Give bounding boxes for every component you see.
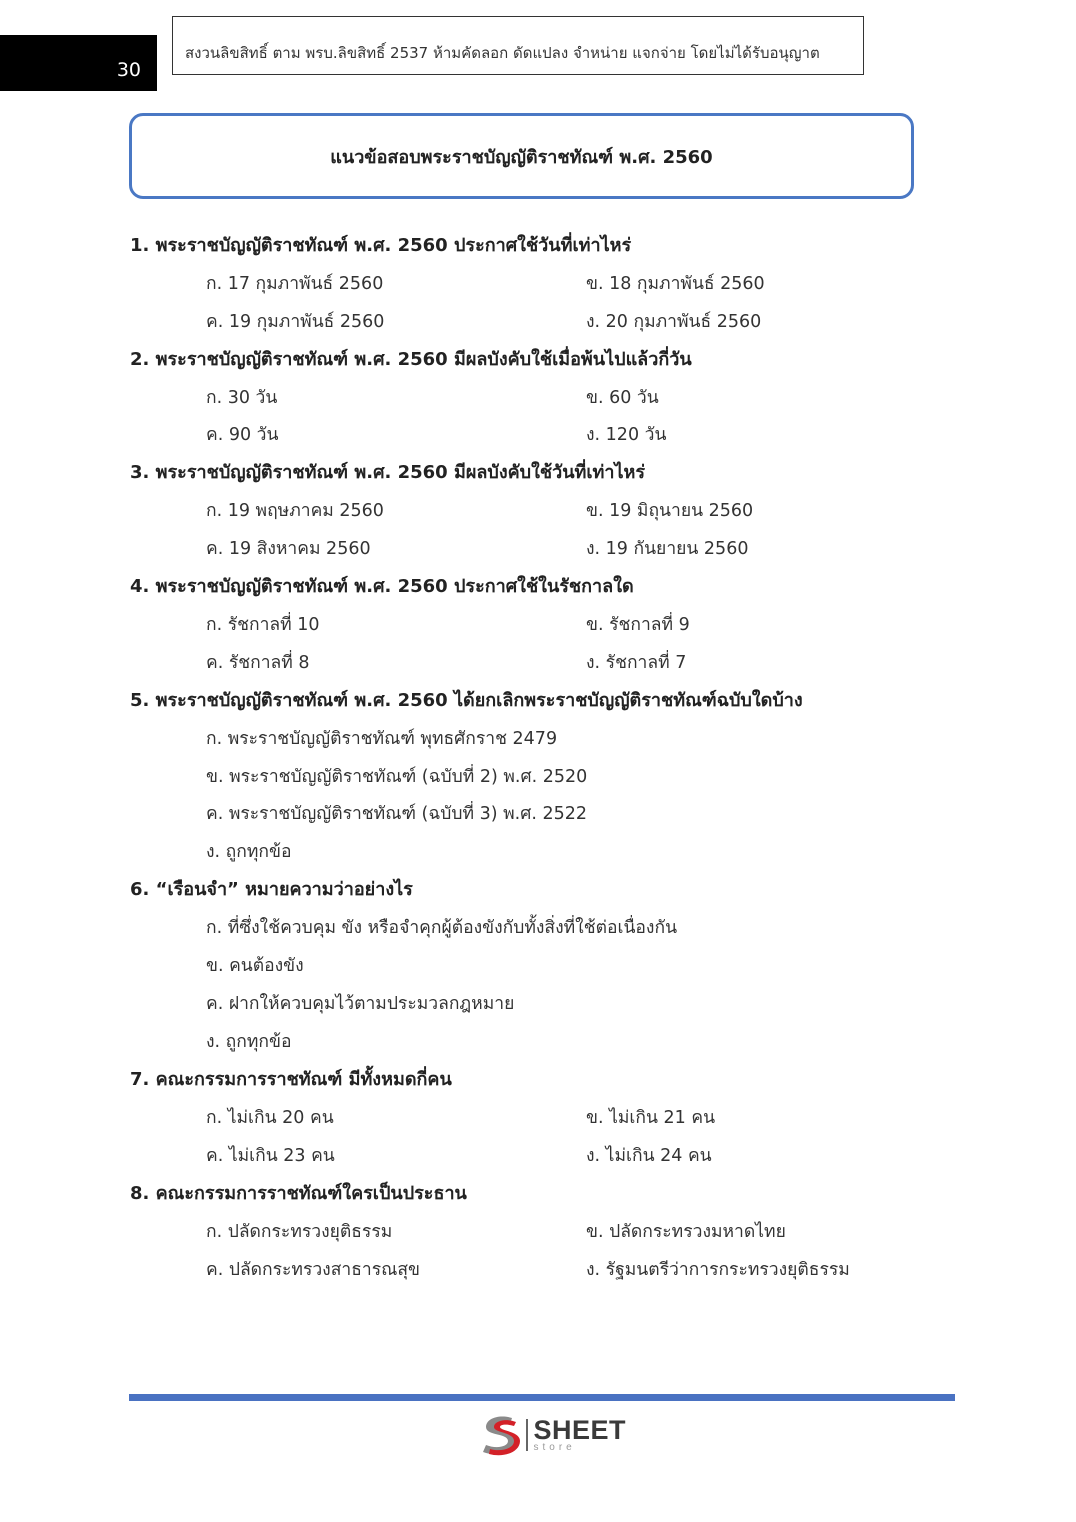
copyright-notice: สงวนลิขสิทธิ์ ตาม พรบ.ลิขสิทธิ์ 2537 ห้ามคัดลอก ดัดแปลง จำหน่าย แจกจ่าย โดยไม่ได้รับอนุญาต xyxy=(172,16,864,75)
question-6: 6. “เรือนจำ” หมายความว่าอย่างไร xyxy=(130,879,413,900)
q8-option-a: ก. ปลัดกระทรวงยุติธรรม xyxy=(206,1222,393,1242)
q8-option-d: ง. รัฐมนตรีว่าการกระทรวงยุติธรรม xyxy=(586,1260,850,1280)
q4-option-a: ก. รัชกาลที่ 10 xyxy=(206,615,320,635)
question-7: 7. คณะกรรมการราชทัณฑ์ มีทั้งหมดกี่คน xyxy=(130,1069,452,1090)
sheet-store-logo-icon xyxy=(478,1412,522,1458)
q6-option-a: ก. ที่ซึ่งใช้ควบคุม ขัง หรือจำคุกผู้ต้องขังกับทั้งสิ่งที่ใช้ต่อเนื่องกัน xyxy=(206,918,678,938)
q8-option-c: ค. ปลัดกระทรวงสาธารณสุข xyxy=(206,1260,421,1280)
q1-option-c: ค. 19 กุมภาพันธ์ 2560 xyxy=(206,312,385,332)
q4-option-b: ข. รัชกาลที่ 9 xyxy=(586,615,690,635)
q3-option-c: ค. 19 สิงหาคม 2560 xyxy=(206,539,371,559)
page-number: 30 xyxy=(0,35,157,91)
q6-option-b: ข. คนต้องขัง xyxy=(206,956,304,976)
q4-option-c: ค. รัชกาลที่ 8 xyxy=(206,653,310,673)
q5-option-d: ง. ถูกทุกข้อ xyxy=(206,842,292,862)
logo-text xyxy=(534,1417,627,1453)
q1-option-a: ก. 17 กุมภาพันธ์ 2560 xyxy=(206,274,384,294)
question-3: 3. พระราชบัญญัติราชทัณฑ์ พ.ศ. 2560 มีผลบังคับใช้วันที่เท่าไหร่ xyxy=(130,462,646,483)
logo-word: SHEET xyxy=(533,1415,627,1445)
q8-option-b: ข. ปลัดกระทรวงมหาดไทย xyxy=(586,1222,786,1242)
logo-subword: store xyxy=(533,1442,576,1453)
q3-option-d: ง. 19 กันยายน 2560 xyxy=(586,539,749,559)
q5-option-c: ค. พระราชบัญญัติราชทัณฑ์ (ฉบับที่ 3) พ.ศ. 2522 xyxy=(206,804,587,824)
footer-divider xyxy=(129,1394,955,1401)
q7-option-c: ค. ไม่เกิน 23 คน xyxy=(206,1146,335,1166)
q7-option-d: ง. ไม่เกิน 24 คน xyxy=(586,1146,712,1166)
question-1: 1. พระราชบัญญัติราชทัณฑ์ พ.ศ. 2560 ประกาศใช้วันที่เท่าไหร่ xyxy=(130,235,632,256)
q5-option-a: ก. พระราชบัญญัติราชทัณฑ์ พุทธศักราช 2479 xyxy=(206,729,558,749)
q3-option-a: ก. 19 พฤษภาคม 2560 xyxy=(206,501,384,521)
question-4: 4. พระราชบัญญัติราชทัณฑ์ พ.ศ. 2560 ประกาศใช้ในรัชกาลใด xyxy=(130,576,634,597)
q4-option-d: ง. รัชกาลที่ 7 xyxy=(586,653,687,673)
q3-option-b: ข. 19 มิถุนายน 2560 xyxy=(586,501,754,521)
q2-option-d: ง. 120 วัน xyxy=(586,425,667,445)
q1-option-d: ง. 20 กุมภาพันธ์ 2560 xyxy=(586,312,762,332)
q1-option-b: ข. 18 กุมภาพันธ์ 2560 xyxy=(586,274,765,294)
q7-option-a: ก. ไม่เกิน 20 คน xyxy=(206,1108,334,1128)
q2-option-b: ข. 60 วัน xyxy=(586,388,659,408)
q5-option-b: ข. พระราชบัญญัติราชทัณฑ์ (ฉบับที่ 2) พ.ศ. 2520 xyxy=(206,767,588,787)
question-8: 8. คณะกรรมการราชทัณฑ์ใครเป็นประธาน xyxy=(130,1183,467,1204)
title-box xyxy=(129,113,914,199)
q2-option-c: ค. 90 วัน xyxy=(206,425,279,445)
page-title: แนวข้อสอบพระราชบัญญัติราชทัณฑ์ พ.ศ. 2560 xyxy=(330,146,713,168)
q6-option-c: ค. ฝากให้ควบคุมไว้ตามประมวลกฎหมาย xyxy=(206,994,515,1014)
question-5: 5. พระราชบัญญัติราชทัณฑ์ พ.ศ. 2560 ได้ยกเลิกพระราชบัญญัติราชทัณฑ์ฉบับใดบ้าง xyxy=(130,690,803,711)
logo-separator xyxy=(526,1419,528,1451)
q7-option-b: ข. ไม่เกิน 21 คน xyxy=(586,1108,716,1128)
sheet-store-logo xyxy=(478,1412,626,1458)
q6-option-d: ง. ถูกทุกข้อ xyxy=(206,1032,292,1052)
question-2: 2. พระราชบัญญัติราชทัณฑ์ พ.ศ. 2560 มีผลบังคับใช้เมื่อพ้นไปแล้วกี่วัน xyxy=(130,349,692,370)
q2-option-a: ก. 30 วัน xyxy=(206,388,278,408)
